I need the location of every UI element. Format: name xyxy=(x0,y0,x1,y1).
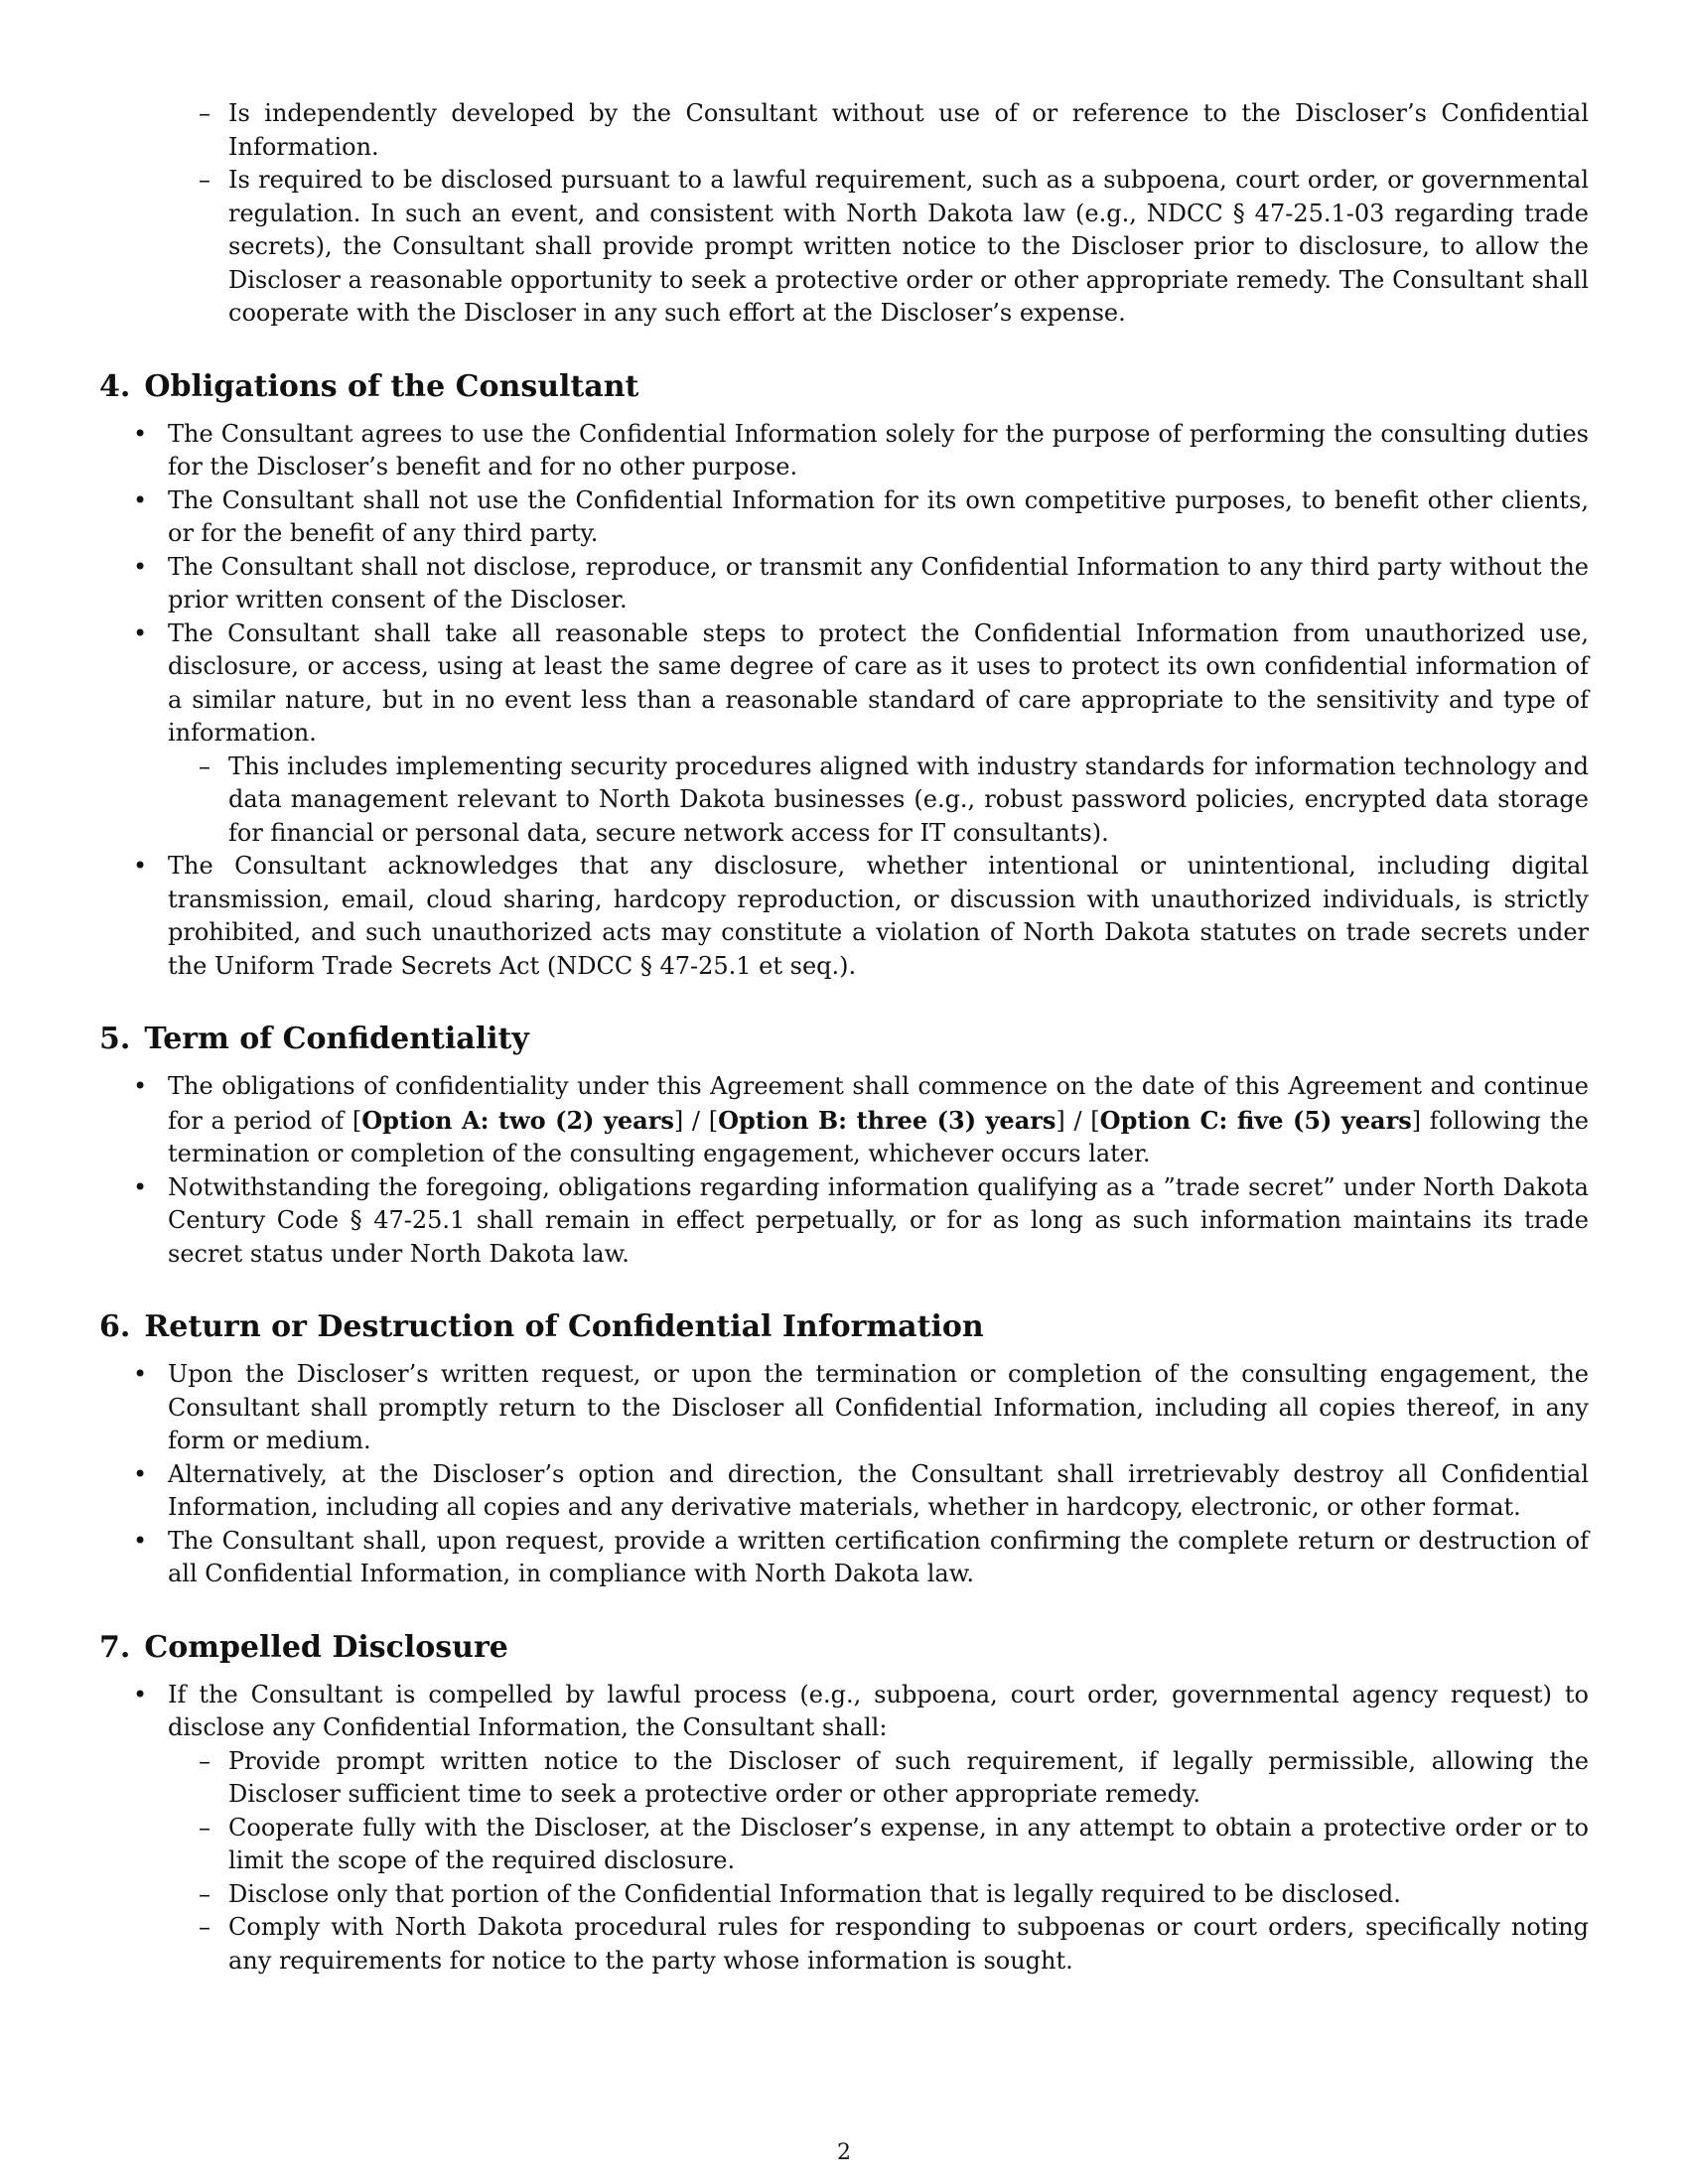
list-item xyxy=(99,418,1589,484)
bullet-marker: • xyxy=(133,1459,148,1488)
bullet-marker: • xyxy=(133,1526,148,1555)
bullet-marker: • xyxy=(133,485,148,514)
dash-marker: – xyxy=(199,1913,211,1941)
text-run: ] / [ xyxy=(673,1106,719,1135)
text-run: ] / [ xyxy=(1055,1106,1100,1135)
section-heading xyxy=(99,1629,1589,1667)
dash-marker: – xyxy=(199,751,211,780)
dash-marker: – xyxy=(199,166,211,194)
list-item-text: The Consultant shall not disclose, reproduce, or transmit any Confidential Information to any third party without the prior written consent of the Discloser. xyxy=(168,552,1589,614)
option-a: Option A: two (2) years xyxy=(361,1105,674,1135)
list-item xyxy=(99,484,1589,551)
dash-marker: – xyxy=(199,1879,211,1908)
list-item-text xyxy=(168,1072,1589,1167)
list-item xyxy=(99,1745,1589,1812)
list-item xyxy=(99,1458,1589,1525)
list-item-text: Cooperate fully with the Discloser, at the Discloser’s expense, in any attempt to obtain a protective order or to limit the scope of the required disclosure. xyxy=(228,1813,1589,1874)
bullet-marker: • xyxy=(133,552,148,581)
list-item-text: Is required to be disclosed pursuant to a lawful requirement, such as a subpoena, court order, or governmental regulation. In such an event, and consistent with North Dakota law (e.g., NDCC § 47-25.1-03 regarding trade secrets), the Consultant shall provide prompt written notice to the Discloser prior to disclosure, to allow the Discloser a reasonable opportunity to seek a protective order or other appropriate remedy. The Consultant shall cooperate with the Discloser in any such effort at the Discloser’s expense. xyxy=(228,166,1589,327)
option-b: Option B: three (3) years xyxy=(718,1105,1056,1135)
list-item xyxy=(99,1878,1589,1912)
dash-marker: – xyxy=(199,99,211,127)
list-item-text: If the Consultant is compelled by lawful process (e.g., subpoena, court order, governmental agency request) to disclose any Confidential Information, the Consultant shall: xyxy=(168,1680,1589,1741)
section-title: Compelled Disclosure xyxy=(144,1629,508,1665)
list-item-text: The Consultant agrees to use the Confidential Information solely for the purpose of performing the consulting duties for the Discloser’s benefit and for no other purpose. xyxy=(168,419,1589,480)
bullet-marker: • xyxy=(133,618,148,647)
list-item xyxy=(99,164,1589,331)
section-title: Obligations of the Consultant xyxy=(144,368,639,404)
section-number: 7. xyxy=(99,1629,131,1665)
list-item-text: The Consultant acknowledges that any disclosure, whether intentional or unintentional, including digital transmission, email, cloud sharing, hardcopy reproduction, or discussion with unauthorized individuals, is strictly prohibited, and such unauthorized acts may constitute a violation of North Dakota statutes on trade secrets under the Uniform Trade Secrets Act (NDCC § 47-25.1 et seq.). xyxy=(168,852,1589,980)
list-item-text: Disclose only that portion of the Confidential Information that is legally required to be disclosed. xyxy=(228,1879,1401,1908)
section-heading xyxy=(99,1308,1589,1346)
document-page xyxy=(99,97,1589,1978)
list-item-text: Provide prompt written notice to the Discloser of such requirement, if legally permissible, allowing the Discloser sufficient time to seek a protective order or other appropriate remedy. xyxy=(228,1746,1589,1808)
bullet-marker: • xyxy=(133,1680,148,1708)
section-heading xyxy=(99,1021,1589,1058)
list-item xyxy=(99,97,1589,164)
bullet-marker: • xyxy=(133,1360,148,1388)
dash-marker: – xyxy=(199,1813,211,1842)
option-c: Option C: five (5) years xyxy=(1099,1105,1412,1135)
dash-marker: – xyxy=(199,1746,211,1775)
list-item xyxy=(99,1358,1589,1458)
section-number: 4. xyxy=(99,368,131,404)
bullet-marker: • xyxy=(133,852,148,880)
section-heading xyxy=(99,368,1589,406)
list-item xyxy=(99,617,1589,751)
list-item xyxy=(99,551,1589,617)
bullet-marker: • xyxy=(133,419,148,448)
page-number: 2 xyxy=(837,2140,851,2165)
list-item-text: Upon the Discloser’s written request, or upon the termination or completion of the consulting engagement, the Consultant shall promptly return to the Discloser all Confidential Information, including all copies thereof, in any form or medium. xyxy=(168,1360,1589,1454)
list-item-text: This includes implementing security procedures aligned with industry standards for information technology and data management relevant to North Dakota businesses (e.g., robust password policies, encrypted data storage for financial or personal data, secure network access for IT consultants). xyxy=(228,751,1589,847)
list-item-text: Notwithstanding the foregoing, obligations regarding information qualifying as a ”trade secret” under North Dakota Century Code § 47-25.1 shall remain in effect perpetually, or for as long as such information maintains its trade secret status under North Dakota law. xyxy=(168,1172,1589,1268)
section-number: 6. xyxy=(99,1309,131,1344)
section-title: Return or Destruction of Confidential Information xyxy=(144,1309,984,1344)
bullet-marker: • xyxy=(133,1172,148,1201)
list-item-text: The Consultant shall, upon request, provide a written certification confirming the complete return or destruction of all Confidential Information, in compliance with North Dakota law. xyxy=(168,1526,1589,1587)
list-item xyxy=(99,1812,1589,1878)
list-item xyxy=(99,850,1589,983)
list-item-text: The Consultant shall not use the Confidential Information for its own competitive purposes, to benefit other clients, or for the benefit of any third party. xyxy=(168,485,1589,547)
bullet-marker: • xyxy=(133,1072,148,1100)
list-item-text: The Consultant shall take all reasonable steps to protect the Confidential Information from unauthorized use, disclosure, or access, using at least the same degree of care as it uses to protect its own confidential information of a similar nature, but in no event less than a reasonable standard of care appropriate to the sensitivity and type of information. xyxy=(168,618,1589,747)
list-item xyxy=(99,1679,1589,1745)
list-item-text: Alternatively, at the Discloser’s option and direction, the Consultant shall irretrievably destroy all Confidential Information, including all copies and any derivative materials, whether in hardcopy, electronic, or other format. xyxy=(168,1459,1589,1521)
list-item xyxy=(99,1070,1589,1171)
text-run: The obligations of confidentiality under this Agreement shall commence on the date of this Agreement and continue for a period of [ xyxy=(168,1072,1589,1135)
section-number: 5. xyxy=(99,1022,131,1056)
text-run: ] following the termination or completion of the consulting engagement, whichever occurs later. xyxy=(168,1106,1589,1167)
section-title: Term of Confidentiality xyxy=(144,1022,529,1056)
list-item-text: Comply with North Dakota procedural rules for responding to subpoenas or court orders, specifically noting any requirements for notice to the party whose information is sought. xyxy=(228,1913,1589,1975)
list-item-text: Is independently developed by the Consultant without use of or reference to the Discloser’s Confidential Information. xyxy=(228,99,1589,161)
list-item xyxy=(99,1525,1589,1591)
list-item xyxy=(99,1171,1589,1272)
list-item xyxy=(99,1911,1589,1978)
list-item xyxy=(99,751,1589,851)
